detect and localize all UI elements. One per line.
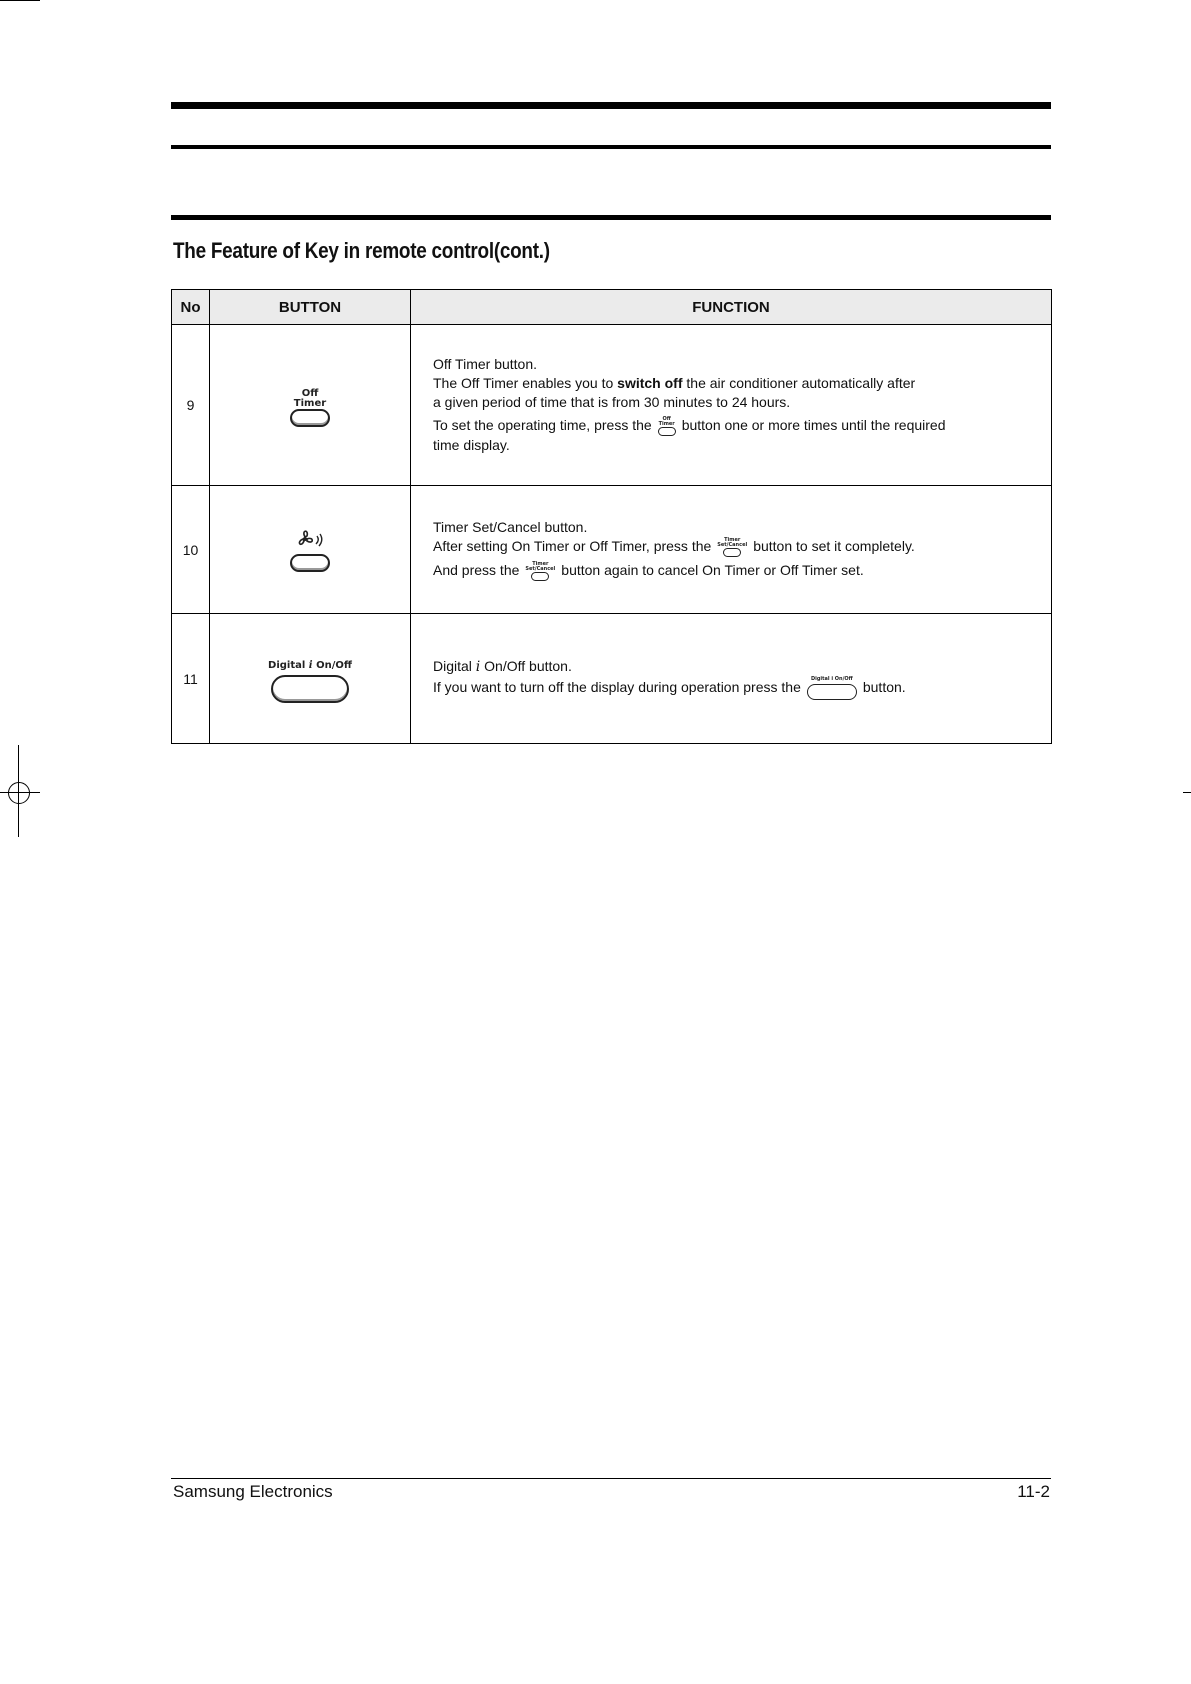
table-row xyxy=(172,325,1052,486)
function-title: Timer Set/Cancel button. xyxy=(433,519,588,536)
function-cell xyxy=(411,486,1052,614)
row-number: 10 xyxy=(172,486,210,614)
row-number: 11 xyxy=(172,614,210,744)
header-no: No xyxy=(172,290,210,325)
function-title: Off Timer button. xyxy=(433,356,538,373)
keycap-icon xyxy=(290,409,330,427)
inline-timer-set-cancel-icon: Timer Set/Cancel xyxy=(717,538,747,557)
inline-off-timer-icon: Off Timer xyxy=(658,417,676,436)
table-row xyxy=(172,614,1052,744)
header-rule-bottom xyxy=(171,215,1051,220)
keycap-icon xyxy=(290,554,330,572)
function-text: a given period of time that is from 30 minutes to 24 hours. xyxy=(433,394,791,411)
function-text: To set the operating time, press the Off Timer button one or more times until the required xyxy=(433,416,1051,436)
registration-circle xyxy=(8,782,30,804)
inline-timer-set-cancel-icon: Timer Set/Cancel xyxy=(525,562,555,581)
inline-digital-i-onoff-icon: Digital i On/Off xyxy=(807,677,857,700)
function-title: Digital i On/Off button. xyxy=(433,658,572,675)
function-cell xyxy=(411,614,1052,744)
off-timer-button-illustration xyxy=(290,389,330,427)
footer-rule xyxy=(171,1478,1051,1479)
header-function: FUNCTION xyxy=(411,290,1052,325)
row-number: 9 xyxy=(172,325,210,486)
key-feature-table xyxy=(171,289,1052,744)
button-label: Off xyxy=(301,388,319,399)
function-text: If you want to turn off the display during operation press the Digital i On/Off button. xyxy=(433,677,1051,700)
digital-i-onoff-button-illustration xyxy=(268,661,352,703)
button-cell xyxy=(210,614,411,744)
timer-set-cancel-button-illustration xyxy=(290,528,330,572)
table-header-row xyxy=(172,290,1052,325)
header-button: BUTTON xyxy=(210,290,411,325)
emphasis: switch off xyxy=(617,375,683,392)
footer-company: Samsung Electronics xyxy=(173,1482,333,1501)
page-title: The Feature of Key in remote control(cont.) xyxy=(173,238,550,263)
keycap-icon xyxy=(271,675,349,703)
button-label: Digital i On/Off xyxy=(268,659,352,671)
function-text: time display. xyxy=(433,436,510,453)
function-text: After setting On Timer or Off Timer, press the Timer Set/Cancel button to set it completely. xyxy=(433,537,1051,557)
crop-mark xyxy=(1183,792,1191,793)
header-rule-middle xyxy=(171,145,1051,149)
function-text: The Off Timer enables you to switch off the air conditioner automatically after xyxy=(433,375,916,392)
function-cell xyxy=(411,325,1052,486)
table-row xyxy=(172,486,1052,614)
fan-icon xyxy=(295,528,325,550)
page-number: 11-2 xyxy=(1017,1482,1050,1501)
button-label: Timer xyxy=(293,398,327,409)
button-cell xyxy=(210,486,411,614)
header-rule-top xyxy=(171,102,1051,109)
function-text: And press the Timer Set/Cancel button again to cancel On Timer or Off Timer set. xyxy=(433,561,1051,581)
button-cell xyxy=(210,325,411,486)
crop-mark xyxy=(0,0,40,1)
